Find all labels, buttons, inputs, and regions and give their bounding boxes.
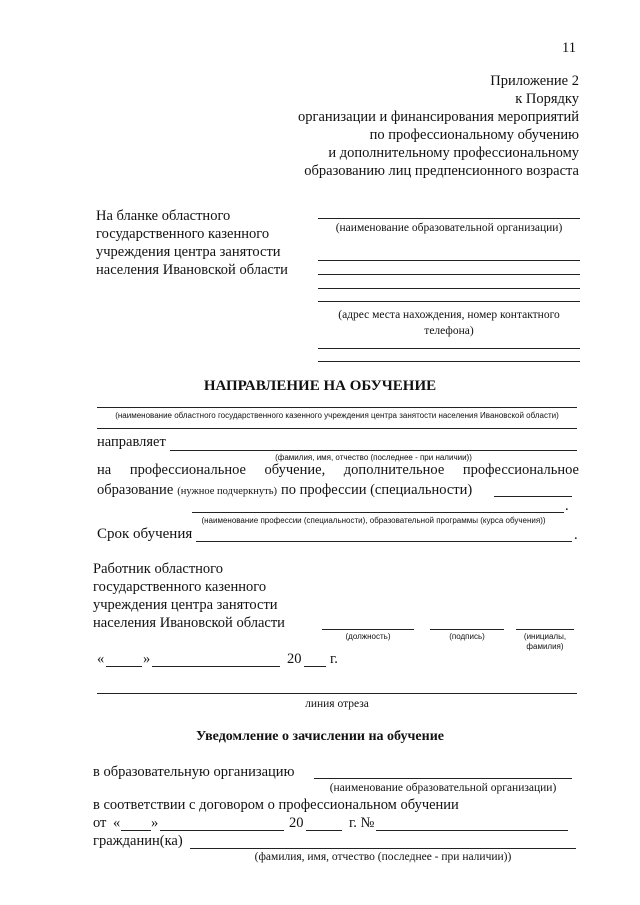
- sends-label: направляет: [97, 434, 166, 450]
- from-label: от: [93, 815, 107, 831]
- initials-line[interactable]: [516, 629, 574, 630]
- address-caption: телефона): [424, 325, 474, 337]
- appendix-line: по профессиональному обучению: [369, 127, 579, 143]
- page-number: 11: [562, 40, 576, 56]
- training-text-line: на профессиональное обучение, дополнительное профессиональное: [97, 462, 579, 478]
- org-name-caption: (наименование образовательной организации): [335, 222, 563, 234]
- person-line[interactable]: [170, 450, 577, 451]
- contract-number-line[interactable]: [376, 830, 568, 831]
- org-name-line[interactable]: [318, 218, 580, 219]
- date-year-line[interactable]: [304, 666, 326, 667]
- org-blank-line[interactable]: [318, 274, 580, 275]
- appendix-line: и дополнительному профессиональному: [328, 145, 579, 161]
- period-line[interactable]: [196, 541, 572, 542]
- notice-year-prefix: 20: [289, 815, 304, 831]
- phone-line[interactable]: [318, 361, 580, 362]
- profession-label: по профессии (специальности): [280, 482, 473, 498]
- employer-line[interactable]: [97, 407, 577, 408]
- notice-open-quote: «: [113, 815, 121, 831]
- appendix-line: образованию лиц предпенсионного возраста: [304, 163, 579, 179]
- date-year-suffix: г.: [330, 651, 338, 667]
- appendix-line: к Порядку: [515, 91, 579, 107]
- training-text-line-2: [97, 481, 472, 499]
- address-caption: (адрес места нахождения, номер контактного: [338, 309, 560, 321]
- notice-month-line[interactable]: [160, 830, 284, 831]
- citizen-line[interactable]: [190, 848, 576, 849]
- notice-year-line[interactable]: [306, 830, 342, 831]
- notice-org-line[interactable]: [314, 778, 572, 779]
- date-close-quote: »: [143, 651, 151, 667]
- appendix-line: организации и финансирования мероприятий: [298, 109, 579, 125]
- signatory-line: государственного казенного: [93, 579, 267, 595]
- person-caption: (фамилия, имя, отчество (последнее - при наличии)): [275, 453, 472, 462]
- letterhead-line: населения Ивановской области: [96, 262, 288, 278]
- signatory-line: Работник областного: [93, 561, 224, 577]
- employer-caption: (наименование областного государственного казенного учреждения центра занятости населения Ивановской области): [115, 411, 559, 420]
- citizen-caption: (фамилия, имя, отчество (последнее - при наличии)): [254, 851, 512, 863]
- profession-end-dot: .: [565, 498, 569, 514]
- period-label: Срок обучения: [97, 526, 193, 542]
- employer-blank-line[interactable]: [97, 428, 577, 429]
- document-title: НАПРАВЛЕНИЕ НА ОБУЧЕНИЕ: [203, 378, 437, 394]
- date-day-line[interactable]: [106, 666, 142, 667]
- letterhead-line: государственного казенного: [96, 226, 270, 242]
- letterhead-line: На бланке областного: [96, 208, 231, 224]
- appendix-line: Приложение 2: [490, 73, 579, 89]
- date-year-prefix: 20: [287, 651, 302, 667]
- education-word: образование: [97, 482, 174, 498]
- notice-org-caption: (наименование образовательной организации): [329, 782, 557, 794]
- contract-text: в соответствии с договором о профессиональном обучении: [93, 797, 459, 813]
- citizen-label: гражданин(ка): [93, 833, 183, 849]
- date-month-line[interactable]: [152, 666, 280, 667]
- period-end-dot: .: [574, 527, 578, 543]
- signatory-line: населения Ивановской области: [93, 615, 285, 631]
- address-line[interactable]: [318, 301, 580, 302]
- notice-title: Уведомление о зачислении на обучение: [196, 729, 444, 744]
- org-blank-line[interactable]: [318, 260, 580, 261]
- org-blank-line[interactable]: [318, 288, 580, 289]
- contract-number-label: г. №: [349, 815, 375, 831]
- profession-short-line[interactable]: [494, 496, 572, 497]
- signature-line[interactable]: [430, 629, 504, 630]
- profession-line[interactable]: [192, 512, 564, 513]
- to-org-label: в образовательную организацию: [93, 764, 295, 780]
- phone-line[interactable]: [318, 348, 580, 349]
- underline-hint: (нужное подчеркнуть): [177, 486, 277, 497]
- initials-caption: (инициалы,: [523, 632, 567, 641]
- position-line[interactable]: [322, 629, 414, 630]
- signature-caption: (подпись): [449, 632, 485, 641]
- date-open-quote: «: [97, 651, 105, 667]
- initials-caption: фамилия): [526, 642, 564, 651]
- notice-close-quote: »: [151, 815, 159, 831]
- letterhead-line: учреждения центра занятости: [96, 244, 281, 260]
- position-caption: (должность): [345, 632, 391, 641]
- cut-line-caption: линия отреза: [305, 698, 369, 710]
- notice-day-line[interactable]: [121, 830, 151, 831]
- cut-line: [97, 693, 577, 694]
- profession-caption: (наименование профессии (специальности), образовательной программы (курса обучения)): [201, 516, 546, 525]
- signatory-line: учреждения центра занятости: [93, 597, 278, 613]
